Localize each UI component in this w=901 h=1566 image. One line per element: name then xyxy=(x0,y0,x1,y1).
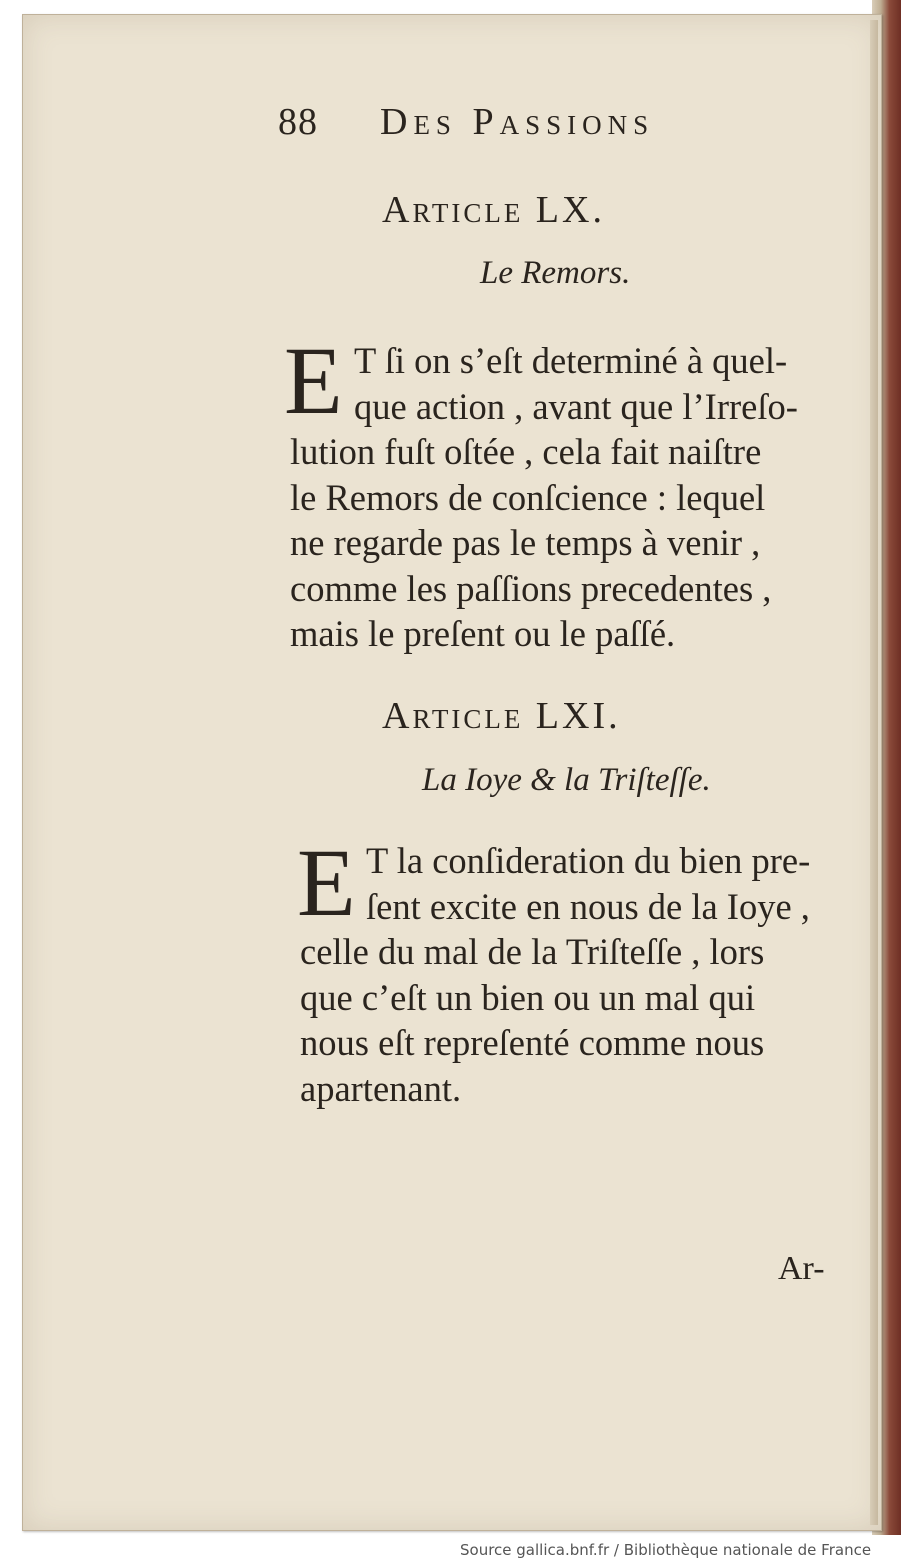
article-60-dropcap: E xyxy=(284,327,343,434)
catchword: Ar- xyxy=(778,1250,825,1287)
article-60-subtitle: Le Remors. xyxy=(480,255,631,291)
source-attribution: Source gallica.bnf.fr / Bibliothèque nationale de France xyxy=(460,1541,872,1559)
page-fore-edge xyxy=(870,20,878,1525)
article-60-line-4: le Remors de conſcience : lequel xyxy=(290,476,766,518)
article-60-line-7: mais le preſent ou le paſſé. xyxy=(290,613,676,654)
article-61-body xyxy=(300,838,852,1111)
article-60-line-2: que action , avant que l’Irreſo- xyxy=(354,385,798,427)
article-61-line-1: T la conſideration du bien pre- xyxy=(366,840,811,881)
article-60-heading: Article LX. xyxy=(382,189,605,231)
article-60-line-3: lution fuſt oſtée , cela fait naiſtre xyxy=(290,431,762,472)
article-61-subtitle: La Ioye & la Triſteſſe. xyxy=(422,762,711,798)
article-60-line-1: T ſi on s’eſt determiné à quel- xyxy=(354,340,788,381)
article-61-heading: Article LXI. xyxy=(382,695,621,737)
running-title: Des Passions xyxy=(380,101,655,143)
article-61-line-3: celle du mal de la Triſteſſe , lors xyxy=(300,931,765,972)
article-60-line-6: comme les paſſions precedentes , xyxy=(290,567,772,609)
article-61-line-4: que c’eſt un bien ou un mal qui xyxy=(300,976,756,1018)
article-61-line-5: nous eſt repreſenté comme nous xyxy=(300,1022,765,1063)
running-head xyxy=(278,100,748,156)
article-60-body xyxy=(290,338,850,657)
page-number: 88 xyxy=(278,101,318,143)
article-60-line-5: ne regarde pas le temps à venir , xyxy=(290,522,761,563)
article-61-dropcap: E xyxy=(297,829,356,936)
article-61-line-2: ſent excite en nous de la Ioye , xyxy=(366,885,810,927)
article-61-line-6: apartenant. xyxy=(300,1067,462,1109)
